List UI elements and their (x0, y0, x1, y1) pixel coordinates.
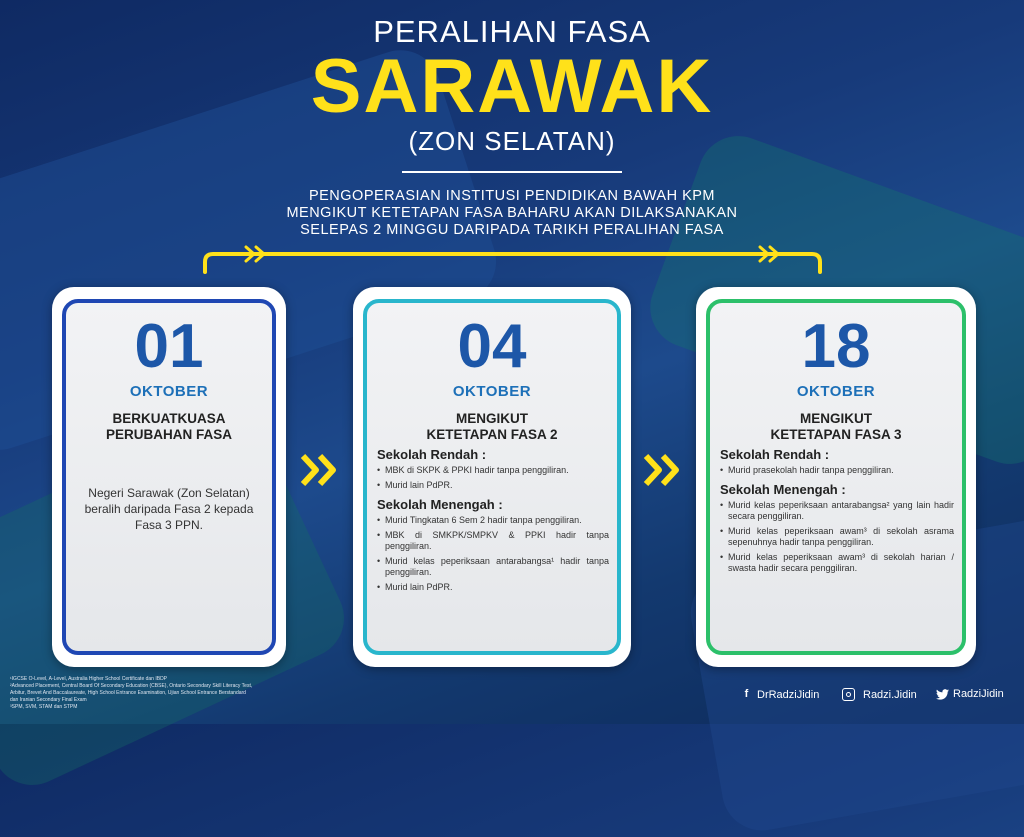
instagram-icon (842, 688, 855, 701)
chevron-right-icon (300, 453, 344, 487)
card-heading (367, 411, 617, 443)
list-item: • MBK di SKPK & PPKI hadir tanpa penggiliran. (377, 465, 609, 476)
list-item: • Murid lain PdPR. (377, 582, 609, 593)
footnote: Arbitur, Brevet And Baccalaureate, High School Entrance Examination, Ujian School Entrance Berstandard (10, 690, 246, 696)
intro-line: MENGIKUT KETETAPAN FASA BAHARU AKAN DILAKSANAKAN (286, 205, 738, 221)
section-title: Sekolah Menengah : (377, 497, 503, 512)
card-heading-line: MENGIKUT (456, 411, 528, 426)
footnote: dan Iranian Secondary Final Exam (10, 697, 87, 703)
card-heading-line: KETETAPAN FASA 3 (770, 427, 902, 442)
chevron-right-icon (643, 453, 687, 487)
section-title: Sekolah Menengah : (720, 482, 846, 497)
list-item: • MBK di SMKPK/SMPKV & PPKI hadir tanpa penggiliran. (377, 530, 609, 552)
title-line2: SARAWAK (310, 44, 714, 129)
timeline-connector (0, 0, 1024, 300)
card-sections (720, 447, 954, 580)
social-handle: Radzi.Jidin (863, 688, 917, 701)
card-month: OKTOBER (452, 383, 532, 400)
social-twitter[interactable] (936, 688, 1004, 700)
list-item: • Murid kelas peperiksaan antarabangsa¹ hadir tanpa penggiliran. (377, 556, 609, 578)
list-item: • Murid Tingkatan 6 Sem 2 hadir tanpa penggiliran. (377, 515, 609, 526)
list-item: • Murid kelas peperiksaan antarabangsa² yang lain hadir secara penggiliran. (720, 500, 954, 522)
section-list (377, 515, 609, 593)
list-item: • Murid prasekolah hadir tanpa penggiliran. (720, 465, 954, 476)
section-list (720, 500, 954, 574)
title-line1: PERALIHAN FASA (373, 14, 651, 49)
title-line3: (ZON SELATAN) (408, 126, 616, 156)
social-handle: RadziJidin (953, 688, 1004, 700)
card-day: 01 (134, 312, 204, 381)
card-heading-line: BERKUATKUASA (112, 411, 226, 426)
social-instagram[interactable] (842, 688, 917, 701)
footnote: ¹IGCSE O-Level, A-Level, Australia Higher School Certificate dan IBDP (10, 676, 168, 682)
card-month: OKTOBER (796, 383, 876, 400)
section-list (720, 465, 954, 476)
card-day: 04 (457, 312, 527, 381)
card-heading (710, 411, 962, 443)
list-item: • Murid kelas peperiksaan awam³ di sekolah asrama sepenuhnya hadir tanpa penggiliran. (720, 526, 954, 548)
footnote: ³SPM, SVM, STAM dan STPM (10, 704, 78, 710)
card-day: 18 (801, 312, 871, 381)
section-title: Sekolah Rendah : (377, 447, 487, 462)
card-heading-line: PERUBAHAN FASA (105, 427, 232, 442)
twitter-icon (936, 689, 949, 700)
footnote: ²Advanced Placement, Central Board Of Secondary Education (CBSE), Ontario Secondary Skill Literacy Test, (10, 683, 253, 689)
section-title: Sekolah Rendah : (720, 447, 830, 462)
card-description: Negeri Sarawak (Zon Selatan) beralih daripada Fasa 2 kepada Fasa 3 PPN. (84, 486, 254, 532)
list-item: • Murid lain PdPR. (377, 480, 609, 491)
card-month: OKTOBER (129, 383, 209, 400)
card-heading-line: KETETAPAN FASA 2 (426, 427, 558, 442)
social-handle: DrRadziJidin (757, 688, 820, 701)
section-list (377, 465, 609, 491)
social-facebook[interactable] (740, 688, 819, 701)
facebook-icon: f (744, 688, 749, 700)
timeline-card-04 (353, 287, 631, 667)
timeline-card-01 (52, 287, 286, 667)
timeline-card-18 (696, 287, 976, 667)
footnotes (10, 676, 370, 711)
card-sections (377, 447, 609, 599)
intro-line: SELEPAS 2 MINGGU DARIPADA TARIKH PERALIHAN FASA (300, 222, 724, 238)
card-heading-line: MENGIKUT (800, 411, 872, 426)
list-item: • Murid kelas peperiksaan awam³ di sekolah harian / swasta hadir secara penggiliran. (720, 552, 954, 574)
card-heading (66, 411, 272, 443)
intro-line: PENGOPERASIAN INSTITUSI PENDIDIKAN BAWAH KPM (308, 188, 716, 204)
